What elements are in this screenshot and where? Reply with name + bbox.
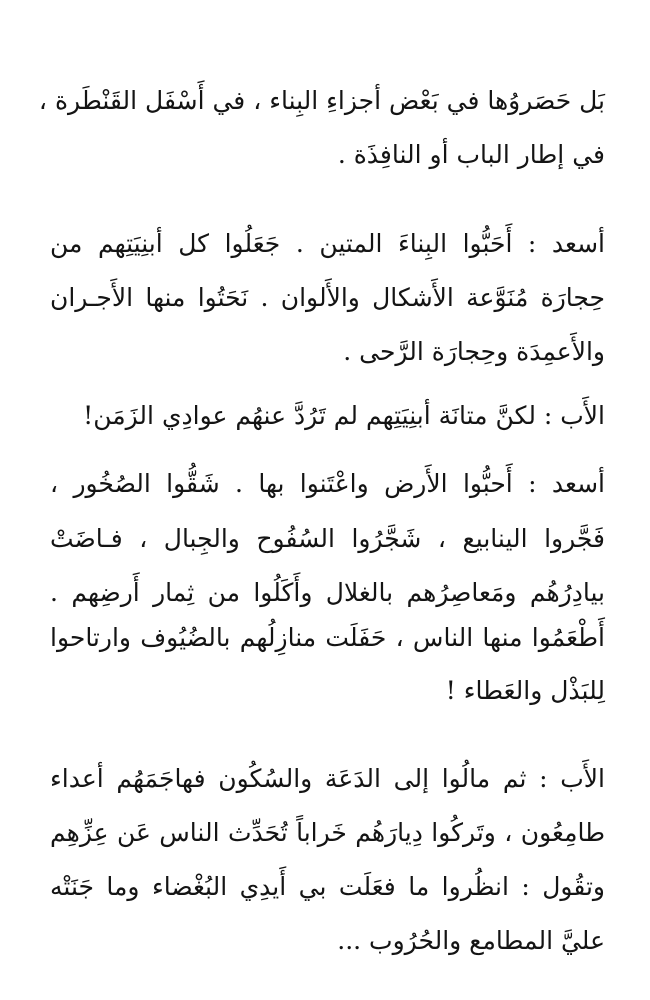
paragraph-4-line-4: أَطْعَمُوا منها الناس ، حَفَلَت منازِلُهم بالضُيُوف وارتاحوا [50, 623, 605, 652]
paragraph-1-line-2: في إطار الباب أو النافِذَة . [337, 140, 605, 169]
paragraph-2-line-1: أسعد : أَحَبُّوا البِناءَ المتين . جَعَلُوا كل أبنِيَتِهم من [50, 229, 605, 258]
paragraph-4-line-2: فَجَّروا الينابيع ، شَجَّرُوا السُفُوح والجِبال ، فـاضَتْ [50, 524, 605, 553]
paragraph-5-line-1: الأَب : ثم مالُوا إلى الدَعَة والسُكُون فهاجَمَهُم أعداء [50, 764, 605, 793]
paragraph-3-line-1: الأَب : لكنَّ متانَة أبنِيَتِهم لم تَرُدَّ عنهُم عوادِي الزَمَن! [83, 401, 605, 430]
paragraph-4-line-1: أسعد : أَحبُّوا الأَرض واعْتَنوا بها . شَقُّوا الصُخُور ، [50, 469, 605, 498]
paragraph-1-line-1: بَل حَصَروُها في بَعْض أجزاءِ البِناء ، في أَسْفَل القَنْطَرة ، [38, 86, 605, 115]
paragraph-4-line-3: بيادِرُهُم ومَعاصِرُهم بالغلال وأَكَلُوا من ثِمار أَرضِهم . [50, 578, 605, 607]
paragraph-5-line-4: عليَّ المطامع والحُرُوب ... [337, 926, 605, 955]
paragraph-4-line-5: لِلبَذْل والعَطاء ! [445, 676, 605, 705]
paragraph-2-line-2: حِجارَة مُنَوَّعة الأَشكال والأَلوان . نَحَتُوا منها الأَجـران [50, 283, 605, 312]
paragraph-5-line-2: طامِعُون ، وتَركُوا دِيارَهُم خَراباً تُحَدِّث الناس عَن عِزِّهِم [50, 818, 605, 847]
paragraph-5-line-3: وتقُول : انظُروا ما فعَلَت بي أَيدِي البُغْضاء وما جَنَتْه [50, 872, 605, 901]
paragraph-2-line-3: والأَعمِدَة وحِجارَة الرَّحى . [343, 337, 605, 366]
